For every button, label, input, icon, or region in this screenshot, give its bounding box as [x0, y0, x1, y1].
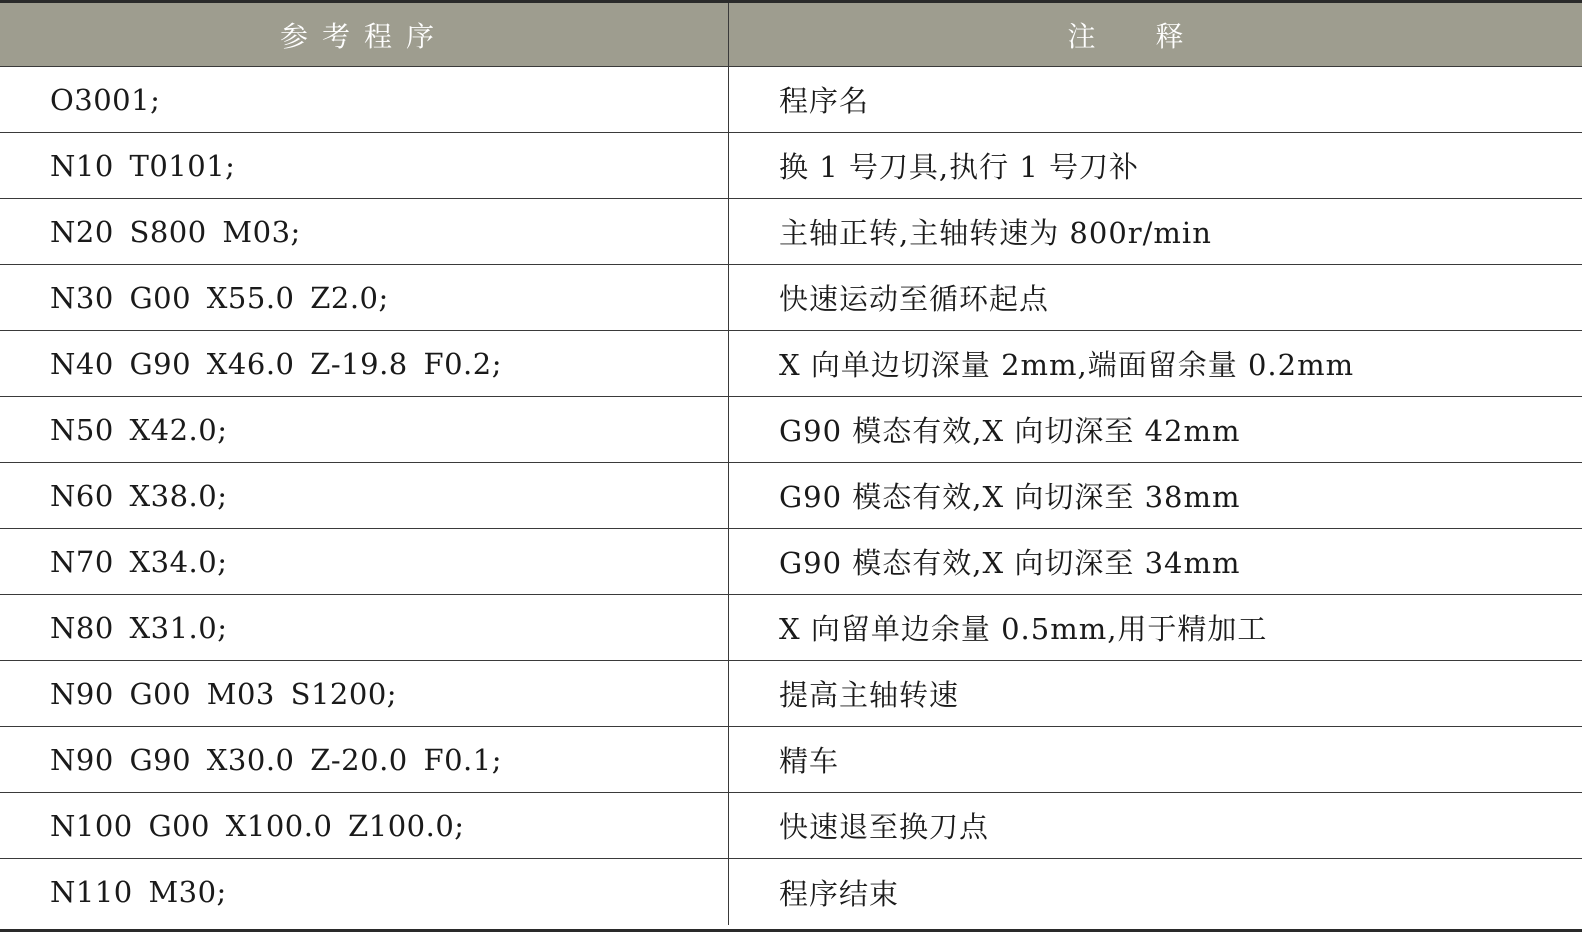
table-row [0, 859, 1582, 925]
program-code: O3001; [0, 67, 729, 132]
program-code: N100 G00 X100.0 Z100.0; [0, 793, 729, 858]
header-comment: 注释 [1067, 19, 1244, 53]
program-code: N30 G00 X55.0 Z2.0; [0, 265, 729, 330]
program-note: G90 模态有效,X 向切深至 34mm [779, 546, 1241, 580]
program-code: N80 X31.0; [0, 595, 729, 660]
table-body [0, 67, 1582, 925]
table-row [0, 727, 1582, 793]
table-row [0, 595, 1582, 661]
program-note: 精车 [779, 744, 840, 778]
program-note: X 向留单边余量 0.5mm,用于精加工 [779, 612, 1268, 646]
table-header [0, 3, 1582, 67]
program-code: N60 X38.0; [0, 463, 729, 528]
table-row [0, 661, 1582, 727]
program-code: N20 S800 M03; [0, 199, 729, 264]
program-note: 换 1 号刀具,执行 1 号刀补 [779, 150, 1139, 184]
program-note: G90 模态有效,X 向切深至 42mm [779, 414, 1241, 448]
program-code: N40 G90 X46.0 Z-19.8 F0.2; [0, 331, 729, 396]
program-note: 快速退至换刀点 [779, 810, 990, 844]
table-row [0, 331, 1582, 397]
table-row [0, 67, 1582, 133]
table-row [0, 133, 1582, 199]
table-row [0, 793, 1582, 859]
program-note: 程序名 [779, 84, 870, 118]
table-row [0, 265, 1582, 331]
table-row [0, 463, 1582, 529]
program-code: N50 X42.0; [0, 397, 729, 462]
program-code: N70 X34.0; [0, 529, 729, 594]
table-row [0, 199, 1582, 265]
header-program: 参考程序 [0, 3, 729, 66]
table-row [0, 529, 1582, 595]
program-note: 快速运动至循环起点 [779, 282, 1050, 316]
program-code: N110 M30; [0, 859, 729, 925]
program-code: N90 G90 X30.0 Z-20.0 F0.1; [0, 727, 729, 792]
program-code: N10 T0101; [0, 133, 729, 198]
program-note: 程序结束 [779, 876, 900, 911]
program-note: 主轴正转,主轴转速为 800r/min [779, 216, 1212, 250]
program-note: 提高主轴转速 [779, 678, 960, 712]
program-note: X 向单边切深量 2mm,端面留余量 0.2mm [779, 348, 1355, 382]
program-note: G90 模态有效,X 向切深至 38mm [779, 480, 1241, 514]
program-code: N90 G00 M03 S1200; [0, 661, 729, 726]
table-row [0, 397, 1582, 463]
